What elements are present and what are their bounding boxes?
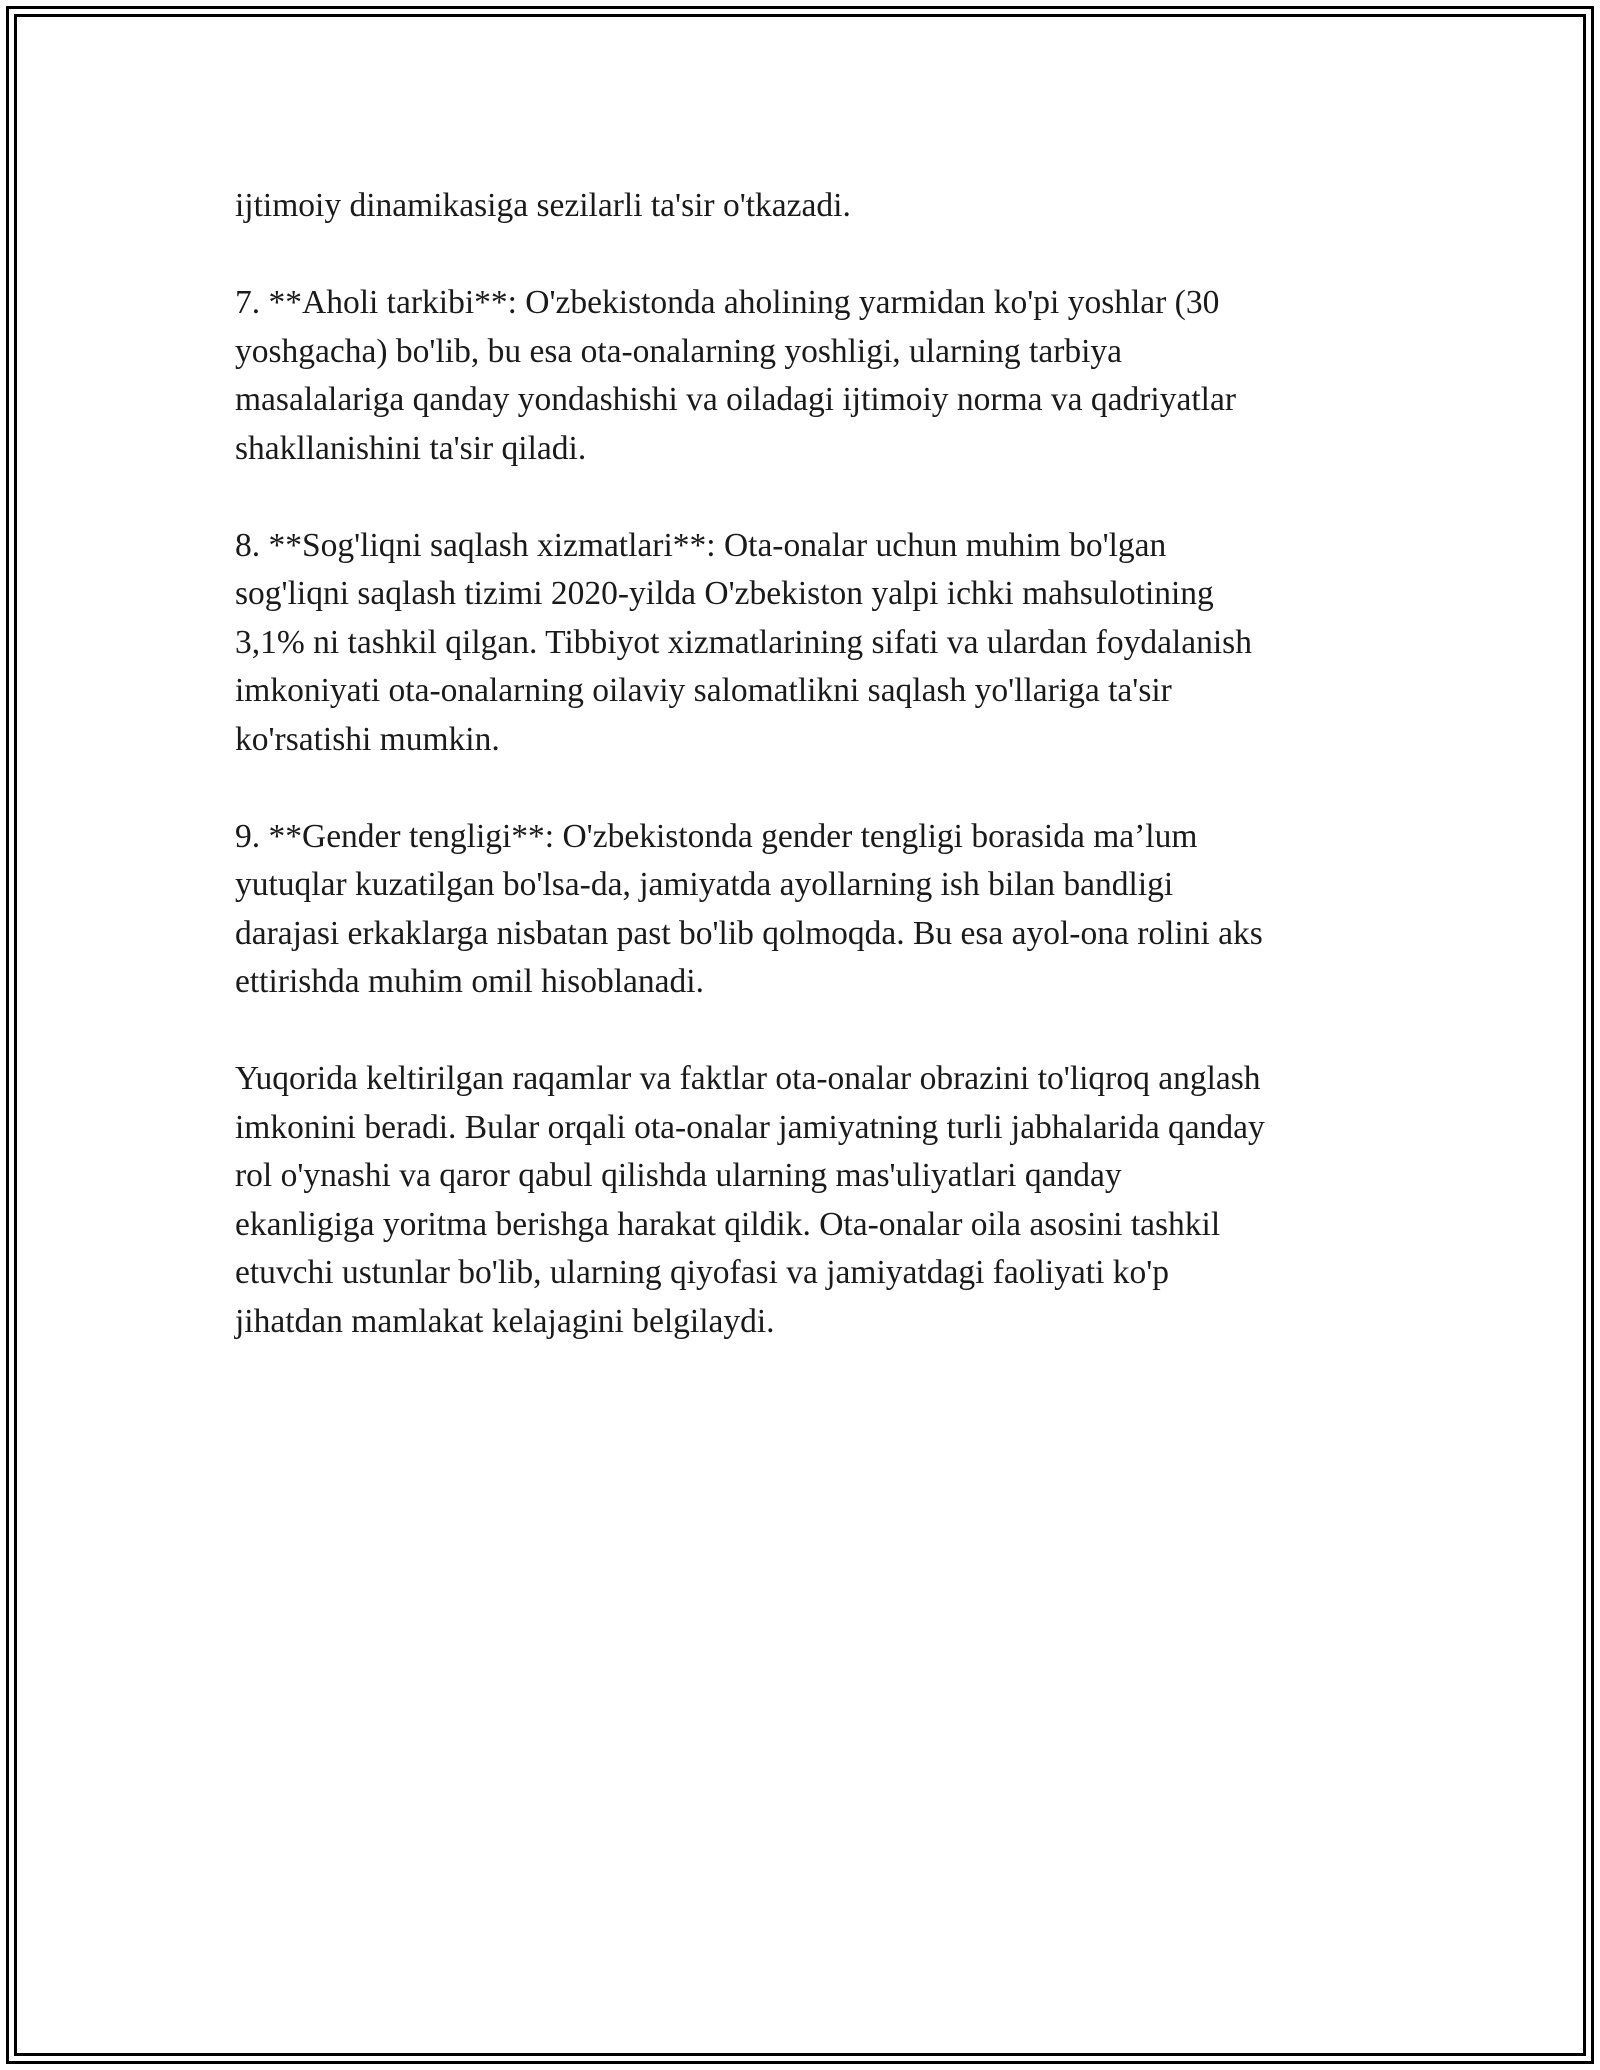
paragraph-health-services: 8. **Sog'liqni saqlash xizmatlari**: Ota-onalar uchun muhim bo'lgan sog'liqni saqlash tizimi 2020-yilda O'zbekiston yalpi ichki mahsulotining 3,1% ni tashkil qilgan. Tibbiyot xizmatlarining sifati va ulardan foydalanish imkoniyati ota-onalarning oilaviy salomatlikni saqlash yo'llariga ta'sir ko'rsatishi mumkin.: [235, 526, 1252, 758]
paragraph-population-structure: 7. **Aholi tarkibi**: O'zbekistonda aholining yarmidan ko'pi yoshlar (30 yoshgacha) bo'lib, bu esa ota-onalarning yoshligi, ularning tarbiya masalalariga qanday yondashishi va oiladagi ijtimoiy norma va qadriyatlar shakllanishini ta'sir qiladi.: [235, 284, 1236, 467]
paragraph-conclusion: Yuqorida keltirilgan raqamlar va faktlar ota-onalar obrazini to'liqroq anglash imkonini beradi. Bular orqali ota-onalar jamiyatning turli jabhalarida qanday rol o'ynashi va qaror qabul qilishda ularning mas'uliyatlari qanday ekanligiga yoritma berishga harakat qildik. Ota-onalar oila asosini tashkil etuvchi ustunlar bo'lib, ularning qiyofasi va jamiyatdagi faoliyati ko'p jihatdan mamlakat kelajagini belgilaydi.: [235, 1060, 1265, 1340]
paragraph-gender-equality: 9. **Gender tengligi**: O'zbekistonda gender tengligi borasida ma’lum yutuqlar kuzatilgan bo'lsa-da, jamiyatda ayollarning ish bilan bandligi darajasi erkaklarga nisbatan past bo'lib qolmoqda. Bu esa ayol-ona rolini aks ettirishda muhim omil hisoblanadi.: [235, 817, 1263, 1000]
paragraph-continuation: ijtimoiy dinamikasiga sezilarli ta'sir o'tkazadi.: [235, 187, 851, 224]
document-body: [235, 182, 1385, 1395]
